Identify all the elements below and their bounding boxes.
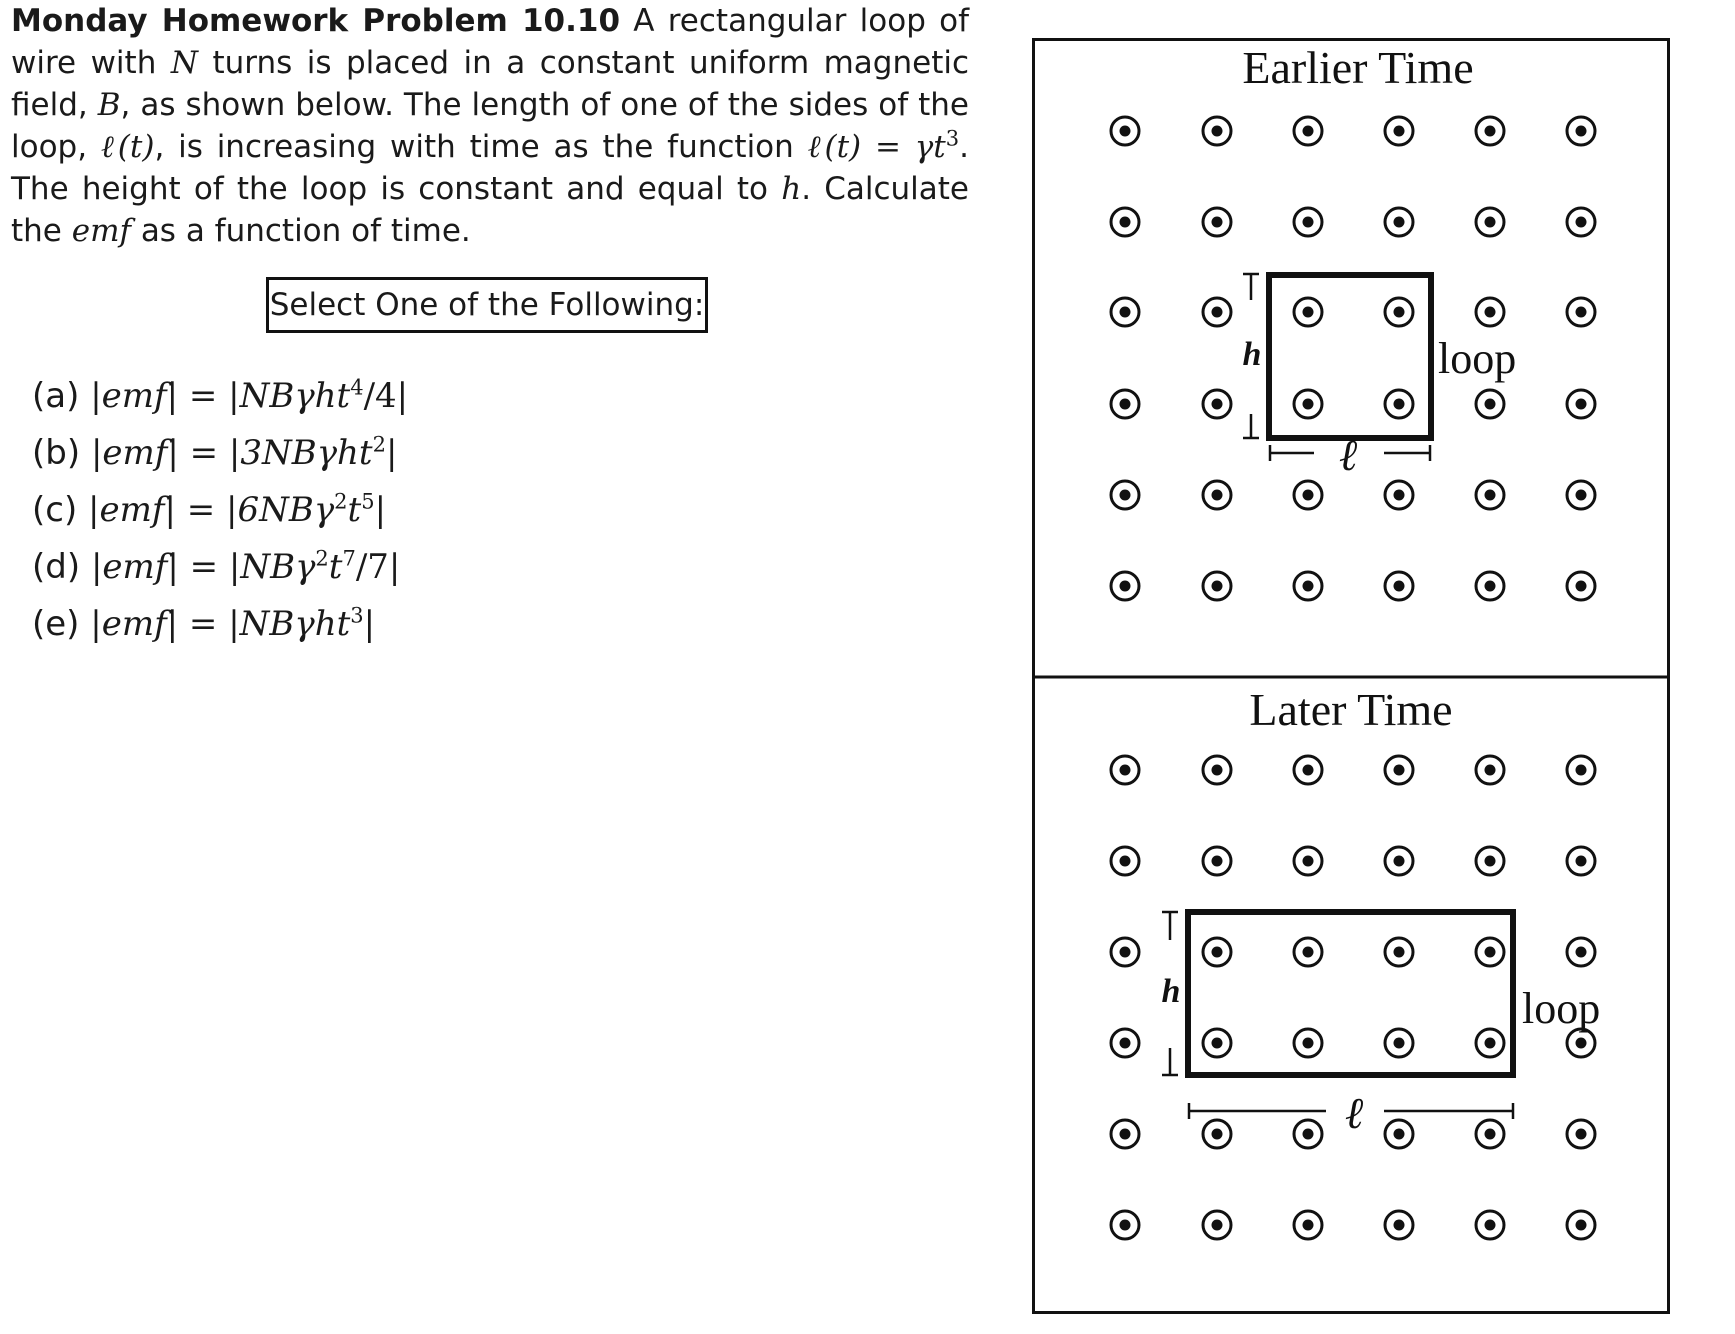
out-of-page-field-icon: [1203, 938, 1231, 966]
out-of-page-field-icon: [1385, 481, 1413, 509]
out-of-page-field-icon: [1294, 572, 1322, 600]
length-label-top: ℓ: [1338, 431, 1358, 480]
length-label-bottom: ℓ: [1344, 1089, 1364, 1138]
out-of-page-field-icon: [1476, 1211, 1504, 1239]
height-label-top: h: [1242, 336, 1262, 373]
out-of-page-field-icon: [1476, 298, 1504, 326]
out-of-page-field-icon: [1203, 1120, 1231, 1148]
out-of-page-field-icon: [1203, 1029, 1231, 1057]
out-of-page-field-icon: [1567, 390, 1595, 418]
out-of-page-field-icon: [1111, 390, 1139, 418]
out-of-page-field-icon: [1203, 117, 1231, 145]
out-of-page-field-icon: [1567, 1029, 1595, 1057]
choice-c[interactable]: (c) $|emf| = |6NB\gamma^2t^5|$: [32, 489, 387, 530]
out-of-page-field-icon: [1476, 756, 1504, 784]
out-of-page-field-icon: [1567, 208, 1595, 236]
loop-label-top: loop: [1438, 334, 1517, 383]
loop-label-bottom: loop: [1522, 984, 1601, 1033]
out-of-page-field-icon: [1294, 1120, 1322, 1148]
out-of-page-field-icon: [1203, 298, 1231, 326]
problem-statement: Monday Homework Problem 10.10 A rectangular loop of wire with N turns is placed in a constant uniform magnetic field, B, as shown below. The length of one of the sides of the loop, ℓ(t), is increasing with time as the function ℓ(t) = $\gamma t^3$. The height of the loop is constant and equal to h. Calculate the emf as a function of time.: [11, 3, 970, 249]
out-of-page-field-icon: [1385, 117, 1413, 145]
out-of-page-field-icon: [1385, 756, 1413, 784]
panel-top-title: Earlier Time: [1242, 42, 1474, 93]
height-label-bottom: h: [1161, 973, 1181, 1010]
answer-choices: [32, 368, 408, 653]
out-of-page-field-icon: [1567, 481, 1595, 509]
choice-b[interactable]: (b) |emf| = |3NBγht$^2$|: [32, 432, 398, 473]
out-of-page-field-icon: [1111, 756, 1139, 784]
out-of-page-field-icon: [1111, 481, 1139, 509]
out-of-page-field-icon: [1385, 1120, 1413, 1148]
out-of-page-field-icon: [1203, 1211, 1231, 1239]
out-of-page-field-icon: [1294, 938, 1322, 966]
out-of-page-field-icon: [1476, 847, 1504, 875]
out-of-page-field-icon: [1294, 481, 1322, 509]
out-of-page-field-icon: [1111, 298, 1139, 326]
loop-later: [1188, 912, 1513, 1075]
problem-heading: Monday Homework Problem 10.10: [11, 3, 621, 39]
out-of-page-field-icon: [1567, 1120, 1595, 1148]
select-prompt-box: [266, 277, 708, 333]
out-of-page-field-icon: [1385, 390, 1413, 418]
out-of-page-field-icon: [1203, 481, 1231, 509]
out-of-page-field-icon: [1203, 756, 1231, 784]
out-of-page-field-icon: [1567, 572, 1595, 600]
out-of-page-field-icon: [1111, 208, 1139, 236]
out-of-page-field-icon: [1294, 208, 1322, 236]
out-of-page-field-icon: [1111, 1211, 1139, 1239]
out-of-page-field-icon: [1385, 1029, 1413, 1057]
out-of-page-field-icon: [1294, 390, 1322, 418]
out-of-page-field-icon: [1111, 847, 1139, 875]
out-of-page-field-icon: [1111, 938, 1139, 966]
out-of-page-field-icon: [1111, 117, 1139, 145]
out-of-page-field-icon: [1476, 208, 1504, 236]
out-of-page-field-icon: [1476, 938, 1504, 966]
out-of-page-field-icon: [1203, 572, 1231, 600]
out-of-page-field-icon: [1476, 390, 1504, 418]
out-of-page-field-icon: [1567, 847, 1595, 875]
out-of-page-field-icon: [1385, 938, 1413, 966]
out-of-page-field-icon: [1476, 481, 1504, 509]
out-of-page-field-icon: [1294, 1211, 1322, 1239]
out-of-page-field-icon: [1203, 208, 1231, 236]
field-dots-top: [1111, 117, 1595, 600]
out-of-page-field-icon: [1111, 572, 1139, 600]
out-of-page-field-icon: [1294, 298, 1322, 326]
out-of-page-field-icon: [1385, 847, 1413, 875]
out-of-page-field-icon: [1111, 1029, 1139, 1057]
out-of-page-field-icon: [1476, 117, 1504, 145]
select-prompt: Select One of the Following:: [269, 287, 705, 323]
out-of-page-field-icon: [1385, 208, 1413, 236]
out-of-page-field-icon: [1476, 1120, 1504, 1148]
out-of-page-field-icon: [1294, 847, 1322, 875]
out-of-page-field-icon: [1203, 847, 1231, 875]
magnetic-field-figure: [1032, 38, 1670, 1314]
out-of-page-field-icon: [1385, 1211, 1413, 1239]
out-of-page-field-icon: [1294, 1029, 1322, 1057]
out-of-page-field-icon: [1111, 1120, 1139, 1148]
out-of-page-field-icon: [1476, 1029, 1504, 1057]
out-of-page-field-icon: [1294, 756, 1322, 784]
out-of-page-field-icon: [1203, 390, 1231, 418]
out-of-page-field-icon: [1567, 298, 1595, 326]
choice-e[interactable]: (e) |emf| = |NBγht$^3$|: [32, 603, 376, 644]
out-of-page-field-icon: [1385, 572, 1413, 600]
out-of-page-field-icon: [1567, 117, 1595, 145]
out-of-page-field-icon: [1567, 938, 1595, 966]
out-of-page-field-icon: [1385, 298, 1413, 326]
choice-a[interactable]: (a) |emf| = |NBγht$^4$/4|: [32, 375, 409, 416]
out-of-page-field-icon: [1476, 572, 1504, 600]
choice-d[interactable]: (d) $|emf| = |NB\gamma^2t^7/7|$: [32, 546, 401, 587]
out-of-page-field-icon: [1567, 756, 1595, 784]
out-of-page-field-icon: [1567, 1211, 1595, 1239]
out-of-page-field-icon: [1294, 117, 1322, 145]
panel-bottom-title: Later Time: [1249, 684, 1453, 735]
